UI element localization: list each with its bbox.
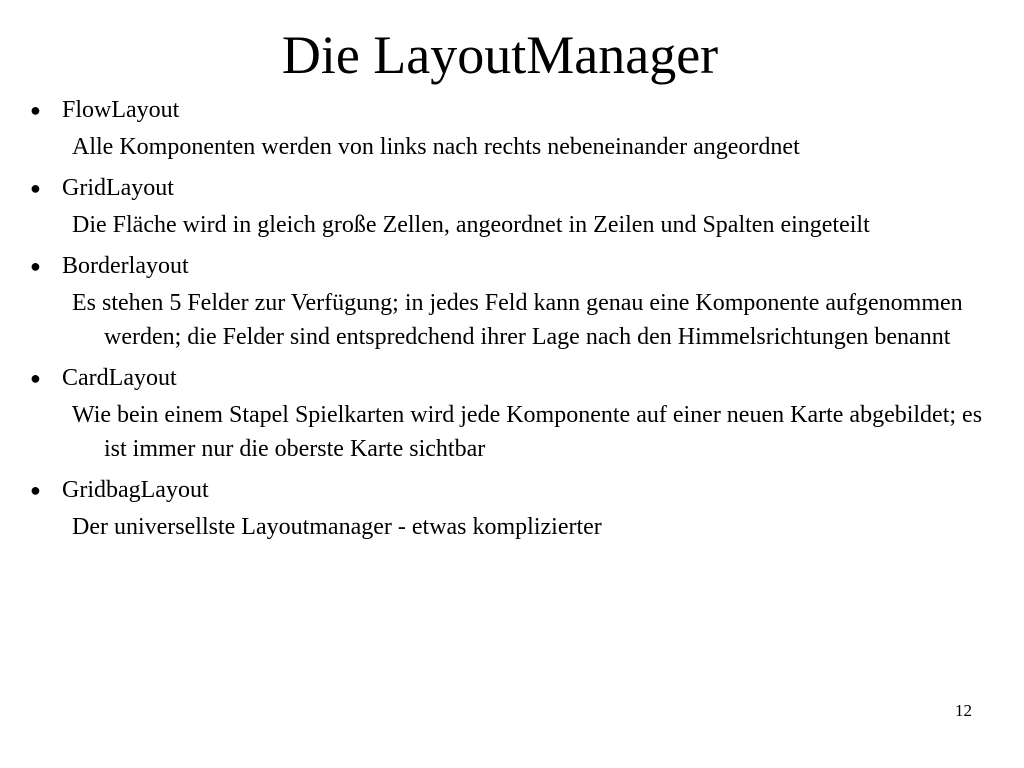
list-item — [28, 94, 998, 164]
bullet-heading — [28, 250, 998, 282]
bullet-heading — [28, 474, 998, 506]
bullet-icon: ● — [30, 368, 41, 388]
bullet-heading-text: CardLayout — [62, 365, 177, 391]
list-item — [28, 250, 998, 354]
bullet-icon: ● — [30, 256, 41, 276]
bullet-icon: ● — [30, 178, 41, 198]
bullet-description: Wie bein einem Stapel Spielkarten wird jede Komponente auf einer neuen Karte abgebildet; es ist immer nur die oberste Karte sichtbar — [72, 402, 983, 462]
bullet-description: Alle Komponenten werden von links nach rechts nebeneinander angeordnet — [72, 134, 800, 160]
bullet-description: Der universellste Layoutmanager - etwas komplizierter — [72, 514, 602, 540]
page-number: 12 — [955, 701, 972, 720]
bullet-icon: ● — [30, 480, 41, 500]
bullet-heading-text: GridLayout — [62, 175, 174, 201]
bullet-heading — [28, 362, 998, 394]
bullet-heading-text: GridbagLayout — [62, 477, 209, 503]
list-item — [28, 362, 998, 466]
list-item — [28, 172, 998, 242]
list-item — [28, 474, 998, 544]
bullet-heading-text: FlowLayout — [62, 97, 180, 123]
bullet-heading-text: Borderlayout — [62, 253, 189, 279]
slide-title: Die LayoutManager — [281, 25, 719, 85]
bullet-icon: ● — [30, 100, 41, 120]
bullet-description: Es stehen 5 Felder zur Verfügung; in jedes Feld kann genau eine Komponente aufgenommen werden; die Felder sind entspredchend ihrer Lage nach den Himmelsrichtungen benannt — [72, 290, 963, 350]
bullet-heading — [28, 94, 998, 126]
bullet-heading — [28, 172, 998, 204]
bullet-description: Die Fläche wird in gleich große Zellen, angeordnet in Zeilen und Spalten eingeteilt — [72, 212, 870, 238]
bullet-list — [28, 94, 998, 552]
